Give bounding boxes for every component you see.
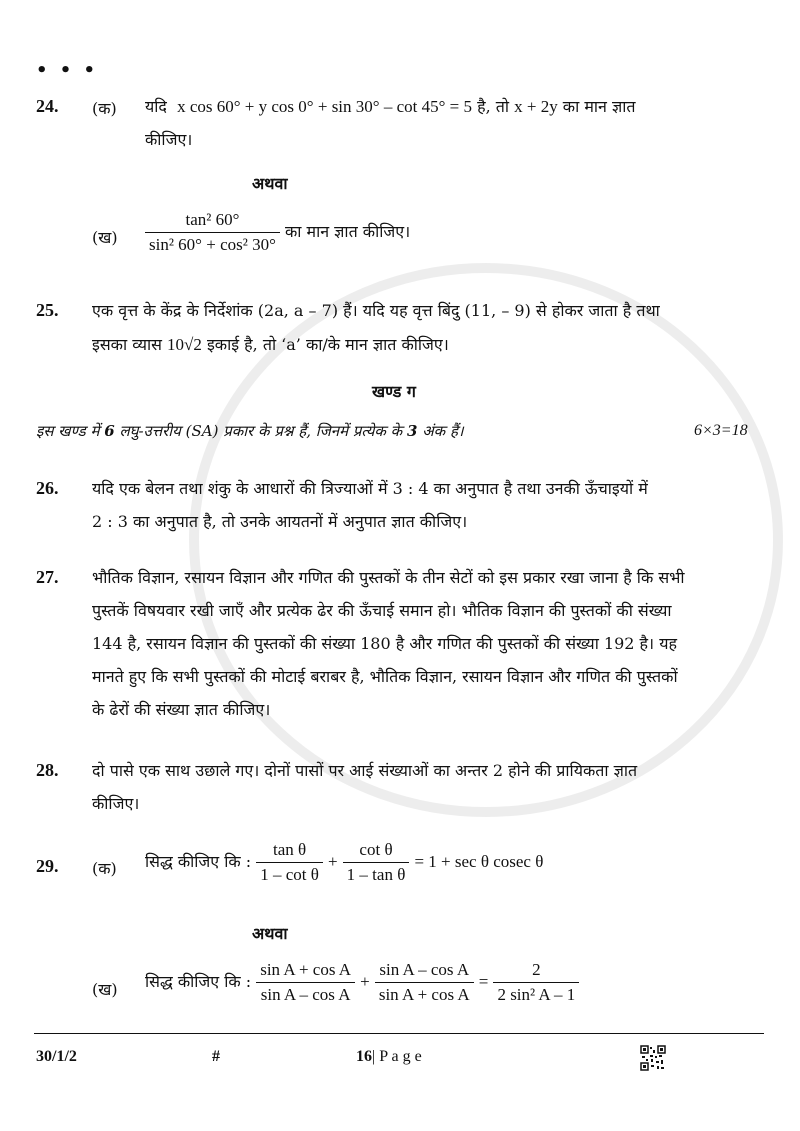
q27-line3: 144 है, रसायन विज्ञान की पुस्तकों की संख्या 180 है और गणित की पुस्तकों की संख्या 192 है। यह [92, 634, 677, 653]
footer-divider [34, 1033, 764, 1034]
q26-line2: 2 : 3 का अनुपात है, तो उनके आयतनों में अनुपात ज्ञात कीजिए। [92, 512, 468, 531]
q27-line4: मानते हुए कि सभी पुस्तकों की मोटाई बराबर है, भौतिक विज्ञान, रसायन विज्ञान और गणित की पुस्तकों [92, 667, 678, 686]
section-note-post: अंक हैं। [422, 422, 464, 440]
q29-a-f2-den: 1 – tan θ [343, 862, 410, 885]
q24-a-pre: यदि [145, 97, 167, 116]
q24-a-post: का मान ज्ञात [562, 97, 636, 116]
q29-a-f2-num: cot θ [359, 840, 393, 859]
q24-a-mid: है, तो [477, 97, 510, 116]
q29-b-equals: = [478, 972, 489, 991]
q29-a-expression [145, 840, 543, 885]
q29-a-f1-num: tan θ [272, 840, 307, 859]
section-note-n: 6 [104, 422, 115, 440]
q29-b-rhs-num: 2 [532, 960, 541, 979]
q25-line2-post: इकाई है, तो ‘a’ का/के मान ज्ञात कीजिए। [206, 335, 449, 354]
q24-b-denominator: sin² 60° + cos² 30° [145, 232, 280, 255]
q29-b-rhs-den: 2 sin² A – 1 [493, 982, 579, 1005]
q29-sub-a-label: (क) [92, 859, 117, 878]
q24-b-numerator: tan² 60° [185, 210, 240, 229]
q29-a-prove: सिद्ध कीजिए कि : [145, 852, 252, 871]
q29-b-f1-den: sin A – cos A [256, 982, 355, 1005]
page-number-value: 16 [356, 1048, 372, 1065]
q29-b-f2-den: sin A + cos A [375, 982, 474, 1005]
section-marks: 6×3=18 [694, 422, 748, 439]
section-note-pre: इस खण्ड में [36, 422, 100, 440]
q28-line2: कीजिए। [92, 794, 140, 813]
section-note [36, 421, 596, 441]
qr-code-icon [640, 1045, 666, 1071]
q24-b-fraction [145, 210, 280, 255]
footer-hash: # [212, 1048, 220, 1065]
question-number-26: 26. [36, 478, 59, 498]
q29-b-fraction-1 [256, 960, 355, 1005]
q25-line1: एक वृत्त के केंद्र के निर्देशांक (2a, a – 7) हैं। यदि यह वृत्त बिंदु (11, – 9) से होकर जाता है तथा [92, 301, 660, 320]
q29-b-plus: + [360, 972, 370, 991]
q25-line2-pre: इसका व्यास [92, 335, 162, 354]
q25-line2 [92, 332, 772, 358]
question-number-29: 29. [36, 856, 59, 876]
q29-a-fraction-1 [256, 840, 323, 885]
q29-b-fraction-2 [375, 960, 474, 1005]
q29-a-rhs: = 1 + sec θ cosec θ [414, 852, 544, 871]
q29-a-f1-den: 1 – cot θ [256, 862, 323, 885]
q29-b-f2-num: sin A – cos A [379, 960, 470, 979]
page-label: | P a g e [372, 1048, 422, 1065]
section-note-m: 3 [407, 422, 418, 440]
q29-a-plus: + [327, 852, 338, 871]
q27-line5: के ढेरों की संख्या ज्ञात कीजिए। [92, 700, 271, 719]
question-number-27: 27. [36, 567, 59, 587]
q24-b-expression [145, 210, 410, 255]
q24-a-text [145, 94, 765, 120]
paper-code: 30/1/2 [36, 1048, 77, 1065]
q27-line2: पुस्तकें विषयवार रखी जाएँ और प्रत्येक ढेर की ऊँचाई समान हो। भौतिक विज्ञान की पुस्तकों की संख्या [92, 601, 672, 620]
question-number-24: 24. [36, 96, 59, 116]
q29-a-fraction-2 [343, 840, 410, 885]
q26-line1: यदि एक बेलन तथा शंकु के आधारों की त्रिज्याओं में 3 : 4 का अनुपात है तथा उनकी ऊँचाइयों में [92, 479, 648, 498]
q24-b-text: का मान ज्ञात कीजिए। [284, 222, 411, 241]
q29-b-fraction-rhs [493, 960, 579, 1005]
q27-line1: भौतिक विज्ञान, रसायन विज्ञान और गणित की पुस्तकों के तीन सेटों को इस प्रकार रखा जाना है कि सभी [92, 568, 685, 587]
q29-b-prove: सिद्ध कीजिए कि : [145, 972, 252, 991]
q29-b-expression [145, 960, 579, 1005]
q24-a-expr2: x + 2y [514, 97, 558, 116]
section-note-mid: लघु-उत्तरीय (SA) प्रकार के प्रश्न हैं, जिनमें प्रत्येक के [119, 422, 403, 440]
q24-sub-a-label: (क) [92, 99, 117, 118]
q29-or: अथवा [252, 924, 288, 943]
q29-sub-b-label: (ख) [92, 980, 118, 999]
q28-line1: दो पासे एक साथ उछाले गए। दोनों पासों पर आई संख्याओं का अन्तर 2 होने की प्रायिकता ज्ञात [92, 761, 638, 780]
section-title: खण्ड ग [372, 382, 416, 401]
q24-a-expr: x cos 60° + y cos 0° + sin 30° – cot 45° = 5 [177, 97, 472, 116]
q24-a-line2: कीजिए। [145, 130, 193, 149]
q24-or: अथवा [252, 174, 288, 193]
page-number [356, 1048, 422, 1066]
question-number-28: 28. [36, 760, 59, 780]
continuation-dots: • • • [36, 60, 99, 81]
q29-b-f1-num: sin A + cos A [260, 960, 352, 979]
q25-diameter: 10√2 [167, 335, 202, 354]
question-number-25: 25. [36, 300, 59, 320]
q24-sub-b-label: (ख) [92, 228, 118, 247]
